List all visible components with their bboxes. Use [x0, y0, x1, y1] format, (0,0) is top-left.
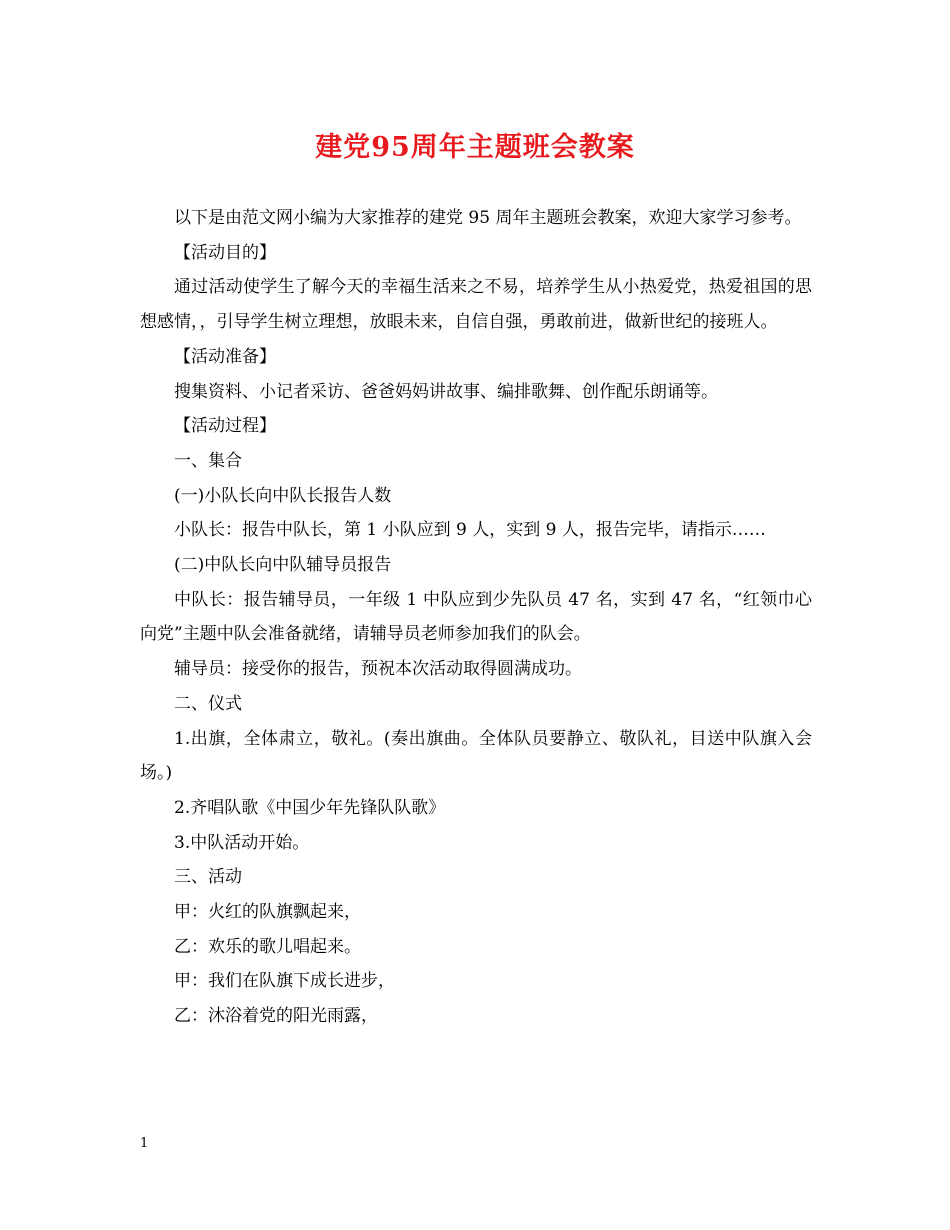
paragraph-company-leader: 中队长：报告辅导员，一年级 1 中队应到少先队员 47 名，实到 47 名，“红领巾心向党”主题中队会准备就绪，请辅导员老师参加我们的队会。: [140, 589, 812, 645]
paragraph-preparation: 搜集资料、小记者采访、爸爸妈妈讲故事、编排歌舞、创作配乐朗诵等。: [174, 381, 718, 402]
ceremony-step-2: 2.齐唱队歌《中国少年先锋队队歌》: [174, 797, 446, 818]
document-body: [140, 201, 812, 1034]
subsection-squad-report: (一)小队长向中队长报告人数: [174, 485, 392, 506]
section-ceremony: 二、仪式: [174, 693, 242, 714]
paragraph-purpose: 通过活动使学生了解今天的幸福生活来之不易，培养学生从小热爱党，热爱祖国的思想感情，，引导学生树立理想，放眼未来，自信自强，勇敢前进，做新世纪的接班人。: [140, 277, 812, 333]
subsection-counselor-report: (二)中队长向中队辅导员报告: [174, 555, 392, 576]
section-activity: 三、活动: [174, 867, 242, 888]
ceremony-step-3: 3.中队活动开始。: [174, 832, 310, 853]
document-title: 建党95周年主题班会教案: [315, 132, 635, 163]
dialogue-line: 乙：沐浴着党的阳光雨露，: [174, 1006, 378, 1027]
page-number: 1: [140, 1136, 149, 1151]
heading-activity-process: 【活动过程】: [174, 416, 276, 437]
ceremony-step-1: 1.出旗，全体肃立，敬礼。(奏出旗曲。全体队员要静立、敬队礼，目送中队旗入会场。): [140, 728, 812, 784]
dialogue-line: 甲：我们在队旗下成长进步，: [174, 971, 395, 992]
heading-activity-purpose: 【活动目的】: [174, 242, 276, 263]
paragraph-intro: 以下是由范文网小编为大家推荐的建党 95 周年主题班会教案，欢迎大家学习参考。: [174, 208, 802, 228]
dialogue-line: 乙：欢乐的歌儿唱起来。: [174, 936, 361, 957]
dialogue-line: 甲：火红的队旗飘起来，: [174, 902, 361, 923]
paragraph-counselor: 辅导员：接受你的报告，预祝本次活动取得圆满成功。: [174, 659, 582, 680]
paragraph-squad-leader: 小队长：报告中队长，第 1 小队应到 9 人，实到 9 人，报告完毕，请指示……: [174, 520, 766, 541]
section-gathering: 一、集合: [174, 450, 242, 471]
heading-activity-preparation: 【活动准备】: [174, 346, 276, 367]
